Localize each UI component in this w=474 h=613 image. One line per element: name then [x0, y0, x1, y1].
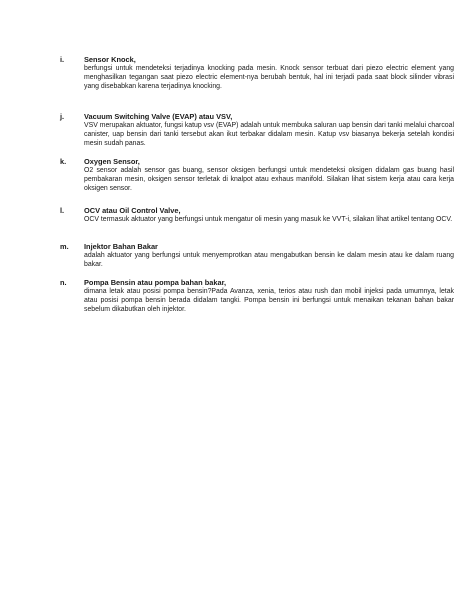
item-letter: j. — [60, 112, 65, 121]
item-description: O2 sensor adalah sensor gas buang, sensor oksigen berfungsi untuk mendeteksi oksigen didalam gas buang hasil pembakaran mesin, oksigen sensor terletak di knalpot atau exhaus manifold. Silakan lihat sistem kerja atau cara kerja oksigen sensor. — [84, 167, 454, 192]
list-item-pompa-bensin — [60, 278, 454, 314]
item-letter: k. — [60, 157, 67, 166]
list-item-oxygen-sensor — [60, 157, 454, 193]
item-description: dimana letak atau posisi pompa bensin?Pada Avanza, xenia, terios atau rush dan mobil injeksi pada umumnya, letak atau posisi pompa bensin berada didalam tangki. Pompa bensin ini berfungsi untuk menaikan tekanan bahan bakar sebelum dikabutkan oleh injektor. — [84, 288, 454, 313]
item-heading: Pompa Bensin atau pompa bahan bakar, — [84, 278, 227, 287]
list-item-injektor — [60, 242, 454, 269]
item-description: OCV termasuk aktuator yang berfungsi untuk mengatur oli mesin yang masuk ke VVT-i, silakan lihat artikel tentang OCV. — [84, 216, 453, 223]
item-heading: OCV atau Oil Control Valve, — [84, 206, 181, 215]
list-item-vsv — [60, 112, 454, 148]
item-heading: Oxygen Sensor, — [84, 157, 140, 166]
item-heading: Vacuum Switching Valve (EVAP) atau VSV, — [84, 112, 233, 121]
item-description: berfungsi untuk mendeteksi terjadinya knocking pada mesin. Knock sensor terbuat dari piezo electric element yang menghasilkan tegangan saat piezo electric element-nya berubah bentuk, hal ini terjadi pada saat block silinder vibrasi yang disebabkan karena terjadinya knocking. — [84, 65, 454, 90]
item-description: adalah aktuator yang berfungsi untuk menyemprotkan atau mengabutkan bensin ke dalam mesin atau ke dalam ruang bakar. — [84, 252, 454, 268]
list-item-sensor-knock — [60, 55, 454, 91]
item-heading: Sensor Knock, — [84, 55, 136, 64]
list-item-ocv — [60, 206, 454, 224]
item-letter: i. — [60, 55, 65, 64]
item-letter: m. — [60, 242, 69, 251]
item-heading: Injektor Bahan Bakar — [84, 242, 158, 251]
item-letter: n. — [60, 278, 67, 287]
item-letter: l. — [60, 206, 65, 215]
item-description: VSV merupakan aktuator, fungsi katup vsv (EVAP) adalah untuk membuka saluran uap bensin dari tanki melalui charcoal canister, uap bensin dari tanki tersebut akan ikut terbakar didalam mesin. Katup vsv biasanya bekerja setelah kondisi mesin sudah panas. — [84, 122, 454, 147]
